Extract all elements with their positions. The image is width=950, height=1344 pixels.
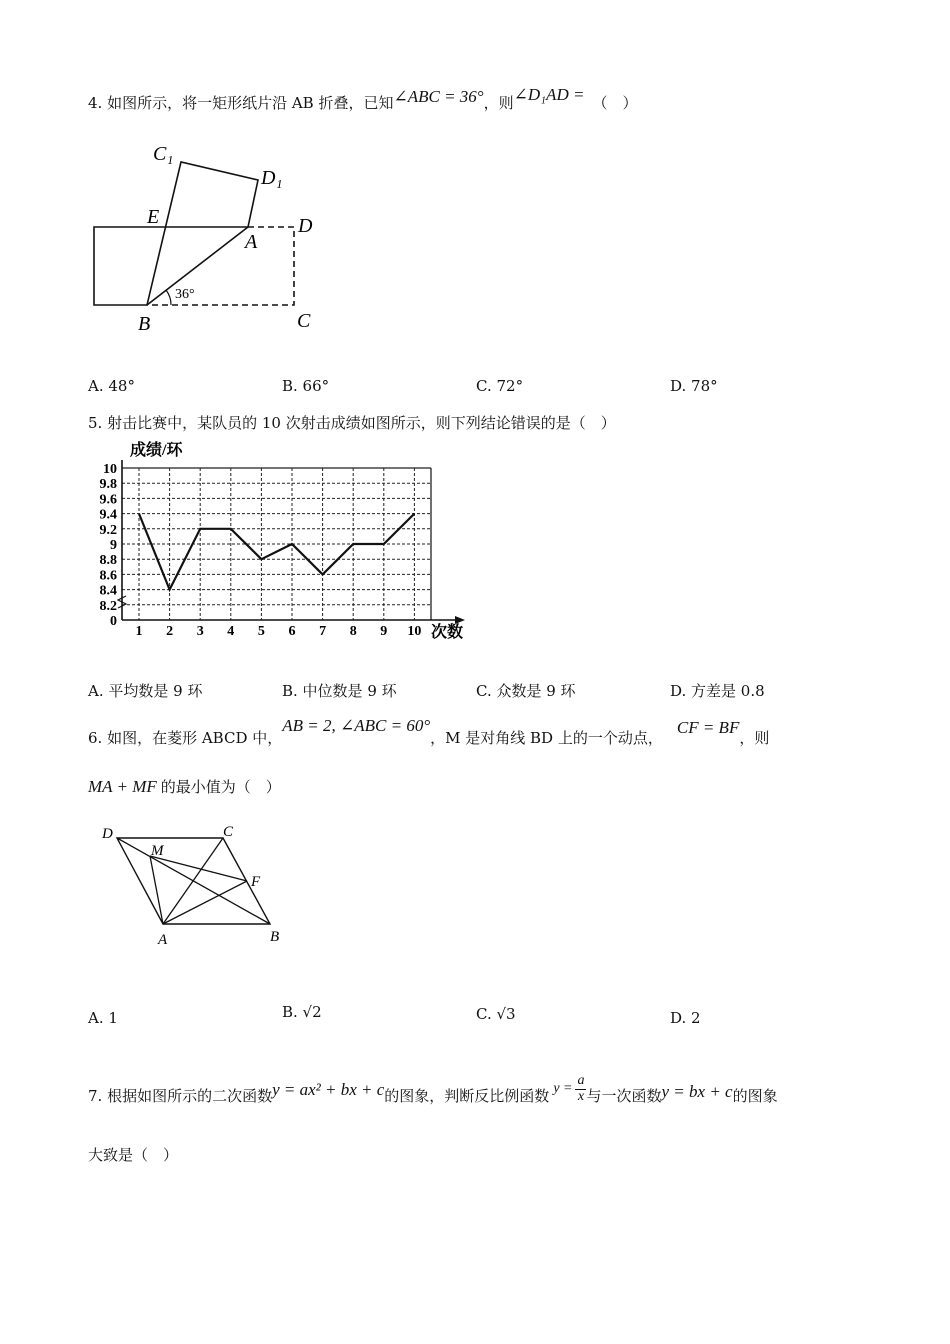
q5-chart [85, 438, 475, 648]
y-tick-label: 0 [110, 614, 117, 629]
q4-label-c1: C₁ [153, 143, 174, 165]
q4-label-e: E [147, 206, 160, 228]
y-tick-label: 9.2 [99, 522, 117, 538]
y-tick-label: 10 [103, 462, 117, 477]
q6-label-a: A [158, 932, 168, 948]
x-tick-label: 10 [407, 624, 422, 639]
q4-text-a: 4. 如图所示，将一矩形纸片沿 AB 折叠，已知 [88, 94, 394, 112]
y-axis-break [118, 596, 126, 608]
q6-diagonal-ac [163, 838, 223, 924]
q6-text-c: ，则 [739, 729, 770, 747]
q6-segment-ma [150, 856, 163, 924]
q4-option-c[interactable]: C. 72° [476, 377, 524, 395]
q4-angle-arc [166, 290, 171, 305]
q4-label-d: D [298, 215, 313, 237]
q5-option-a[interactable]: A. 平均数是 9 环 [88, 682, 203, 700]
chart-x-ticks [136, 624, 422, 639]
q4-label-angle: 36° [175, 287, 195, 302]
q5-option-d[interactable]: D. 方差是 0.8 [670, 682, 765, 700]
x-tick-label: 5 [257, 624, 265, 639]
chart-xlabel: 次数 [431, 624, 464, 641]
q7-text-a: 7. 根据如图所示的二次函数 [88, 1087, 273, 1106]
q7-fraction-num: a [577, 1073, 585, 1088]
x-tick-label: 2 [166, 624, 174, 639]
q6-text-b: ，M 是对角线 BD 上的一个动点， [430, 729, 663, 747]
q6-stem-line2 [88, 776, 281, 797]
q4-expr-angle-d1ad: ∠D₁AD = [513, 85, 585, 104]
y-tick-label: 9.4 [99, 507, 117, 523]
q7-expr-inverse [553, 1074, 586, 1104]
q4-option-d[interactable]: D. 78° [670, 377, 718, 395]
q5-stem: 5. 射击比赛中，某队员的 10 次射击成绩如图所示，则下列结论错误的是（ ） [88, 414, 616, 432]
q6-figure [98, 818, 298, 948]
q7-stem-line2: 大致是（ ） [88, 1146, 179, 1164]
q4-label-d1: D₁ [261, 167, 283, 189]
x-tick-label: 4 [227, 624, 235, 639]
x-tick-label: 6 [288, 624, 296, 639]
q6-option-c[interactable]: C. √3 [476, 1005, 516, 1023]
q4-folded-flap [147, 162, 258, 305]
x-tick-label: 8 [349, 624, 357, 639]
y-tick-label: 8.8 [99, 553, 117, 569]
chart-y-ticks [100, 462, 118, 629]
q4-rect-dashed [147, 227, 294, 305]
q4-option-b[interactable]: B. 66° [282, 377, 330, 395]
q7-fraction-den: x [577, 1088, 585, 1104]
q7-stem-line1 [88, 1073, 778, 1112]
q4-text-b: ，则 [483, 94, 514, 112]
q6-option-b[interactable]: B. √2 [282, 1003, 322, 1021]
q7-text-b: 的图象，判断反比例函数 [384, 1087, 550, 1106]
q4-figure [85, 138, 345, 348]
q4-rect-left [94, 227, 166, 305]
q7-expr-inverse-lhs: y = [553, 1081, 573, 1097]
q6-text-d: 的最小值为（ ） [160, 778, 281, 796]
q6-option-d[interactable]: D. 2 [670, 1009, 701, 1027]
q7-expr-quadratic: y = ax² + bx + c [272, 1080, 385, 1100]
y-tick-label: 9.8 [99, 477, 117, 493]
q6-expr-ma-mf: MA + MF [88, 777, 157, 796]
q6-option-a[interactable]: A. 1 [88, 1009, 118, 1027]
x-tick-label: 3 [196, 624, 204, 639]
q4-label-b: B [138, 313, 151, 335]
y-tick-label: 9 [110, 538, 117, 553]
q4-expr-angle-abc: ∠ABC = 36° [393, 87, 484, 106]
q6-label-f: F [251, 874, 261, 890]
q5-option-b[interactable]: B. 中位数是 9 环 [282, 682, 397, 700]
chart-series-line [139, 514, 414, 590]
q6-label-m: M [151, 843, 164, 859]
q7-text-c: 与一次函数 [586, 1087, 662, 1106]
q7-text-d: 的图象 [732, 1087, 778, 1106]
q6-expr-cf-bf: CF = BF [676, 718, 740, 737]
chart-ylabel: 成绩/环 [130, 442, 183, 459]
q6-expr-given: AB = 2, ∠ABC = 60° [282, 716, 431, 735]
q6-label-b: B [270, 929, 280, 945]
x-tick-label: 1 [135, 624, 143, 639]
q5-option-c[interactable]: C. 众数是 9 环 [476, 682, 576, 700]
q6-label-d: D [102, 826, 113, 842]
x-tick-label: 7 [319, 624, 327, 639]
y-tick-label: 8.2 [99, 598, 117, 614]
q6-segment-mf [150, 856, 247, 881]
q7-fraction [575, 1074, 586, 1104]
y-tick-label: 8.4 [99, 583, 117, 599]
q7-expr-linear: y = bx + c [661, 1082, 733, 1102]
x-tick-label: 9 [380, 624, 388, 639]
q6-label-c: C [223, 824, 234, 840]
q4-label-a: A [245, 231, 258, 253]
q4-stem [88, 85, 638, 113]
q4-option-a[interactable]: A. 48° [88, 377, 135, 395]
q4-paren: （ ） [592, 94, 638, 112]
q6-stem-line1 [88, 716, 770, 748]
y-tick-label: 8.6 [99, 568, 117, 584]
q6-text-a: 6. 如图，在菱形 ABCD 中， [88, 729, 283, 747]
q4-label-c: C [297, 310, 311, 332]
y-tick-label: 9.6 [99, 492, 117, 508]
x-axis-arrow [455, 616, 465, 624]
